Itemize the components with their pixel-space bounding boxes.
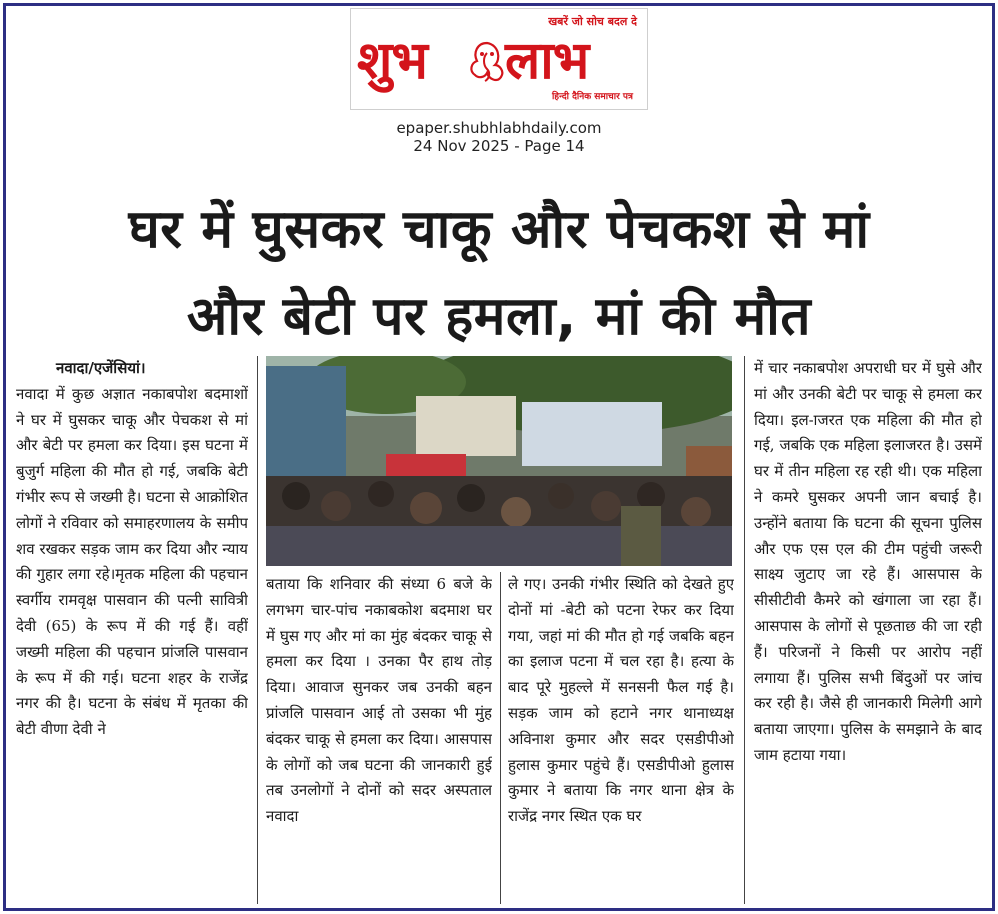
- column-rule-3: [744, 356, 745, 904]
- masthead-subtitle: हिन्दी दैनिक समाचार पत्र: [551, 92, 633, 102]
- logo-text-left: शुभ: [357, 31, 427, 91]
- dateline: नवादा/एजेंसियां।: [56, 359, 146, 377]
- source-site: epaper.shubhlabhdaily.com: [396, 119, 602, 137]
- column-rule-1: [257, 356, 258, 904]
- article-column-1: [16, 356, 248, 904]
- masthead: [350, 8, 648, 110]
- article-column-3: [508, 572, 734, 904]
- article-column-2: [266, 572, 492, 904]
- source-edition: 24 Nov 2025 - Page 14: [413, 137, 585, 155]
- column-2-text: बताया कि शनिवार की संध्या 6 बजे के लगभग चार-पांच नकाबकोश बदमाश घर में घुस गए और मां का मुंह बंदकर चाकू से हमला कर दिया । उनका पैर हाथ तोड़ दिया। आवाज सुनकर जब उनकी बहन प्रांजलि पासवान आई तो उसका भी मुंह बंदकर चाकू से हमला कर दिया। आसपास के लोगों को जब घटना की जानकारी हुई तब उनलोगों ने दोनों को सदर अस्पताल नवादा: [266, 575, 492, 826]
- column-3-text: ले गए। उनकी गंभीर स्थिति को देखते हुए दोनों मां -बेटी को पटना रेफर कर दिया गया, जहां मां की मौत हो गई जबकि बहन का इलाज पटना में चल रहा है। हत्या के बाद पूरे मुहल्ले में सनसनी फैल गई है। सड़क जाम को हटाने नगर थानाध्यक्ष अविनाश कुमार और सदर एसडीपीओ हुलास कुमार पहुंचे हैं। एसडीपीओ हुलास कुमार ने बताया कि नगर थाना क्षेत्र के राजेंद्र नगर स्थित एक घर: [508, 575, 734, 826]
- masthead-tagline: खबरें जो सोच बदल दे: [548, 15, 637, 28]
- headline-line-2: और बेटी पर हमला, मां की मौत: [186, 286, 812, 347]
- source-info: [350, 119, 648, 155]
- column-1-text: नवादा में कुछ अज्ञात नकाबपोश बदमाशों ने घर में घुसकर चाकू और पेचकश से मां और बेटी पर हमला कर दिया। इस घटना में बुजुर्ग महिला की मौत हो गई, जबकि बेटी गंभीर रूप से जख्मी है। घटना से आक्रोशित लोगों ने रविवार को समाहरणालय के समीप शव रखकर सड़क जाम कर दिया और न्याय की गुहार लगा रहे।मृतक महिला की पहचान स्वर्गीय रामवृक्ष पासवान की पत्नी सावित्री देवी (65) के रूप में की गई हैं। वहीं जख्मी महिला की पहचान प्रांजलि पासवान के रूप में की गई। घटना शहर के राजेंद्र नगर की है। घटना के संबंध में मृतका की बेटी वीणा देवी ने: [16, 384, 248, 739]
- article-column-4: [754, 356, 982, 904]
- ganesha-emblem-icon: [465, 39, 509, 87]
- column-4-text: में चार नकाबपोश अपराधी घर में घुसे और मां और उनकी बेटी पर चाकू से हमला कर दिया। इल-ाजरत एक महिला की मौत हो गई, जबकि एक महिला इलाजरत है। उसमें घर में तीन महिला रह रही थी। एक महिला ने कमरे घुसकर अपनी जान बचाई है। उन्होंने बताया कि घटना की सूचना पुलिस और एफ एस एल की टीम पहुंची जरूरी साक्ष्य जुटाए जा रहे हैं। आसपास के सीसीटीवी कैमरे को खंगाला जा रहा हैं। आसपास के लोगों से पूछताछ की जा रही हैं। परिजनों ने किसी पर आरोप नहीं लगाया हैं। पुलिस सभी बिंदुओं पर जांच कर रही है। जैसे ही जानकारी मिलेगी आगे बताया जाएगा। पुलिस के समझाने के बाद जाम हटाया गया।: [754, 359, 982, 764]
- headline-line-1: घर में घुसकर चाकू और पेचकश से मां: [128, 199, 870, 260]
- news-photo: [266, 356, 732, 566]
- column-rule-2: [500, 572, 501, 904]
- logo-text-right: लाभ: [505, 31, 589, 91]
